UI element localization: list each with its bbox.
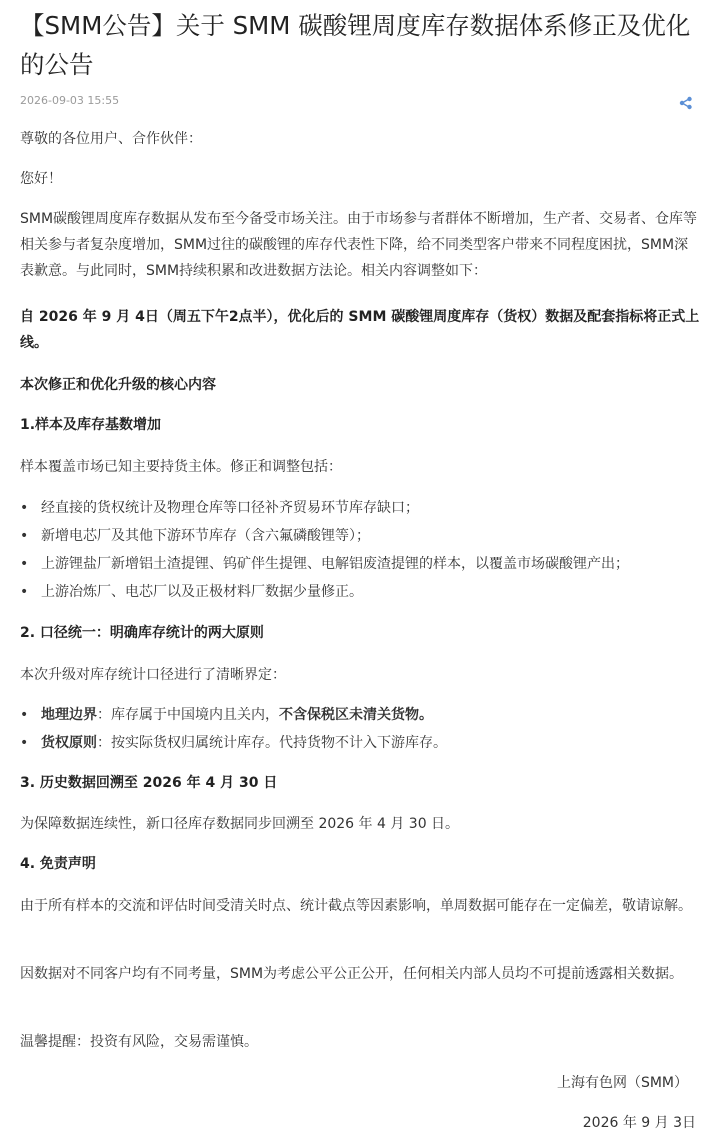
section-2-lead: 本次升级对库存统计口径进行了清晰界定： [20, 667, 286, 683]
list-item-text: 上游冶炼厂、电芯厂以及正极材料厂数据少量修正。 [41, 584, 363, 600]
bullet-dot: • [20, 707, 29, 723]
greeting: 尊敬的各位用户、合作伙伴： [20, 131, 202, 147]
publish-date: 2026-09-03 15:55 [20, 94, 120, 107]
share-icon[interactable] [679, 96, 693, 110]
principle-text: ：按实际货权归属统计库存。代持货物不计入下游库存。 [97, 735, 447, 751]
list-item-text: 新增电芯厂及其他下游环节库存（含六氟磷酸锂等）； [41, 528, 370, 544]
signature: 上海有色网（SMM） [556, 1075, 688, 1091]
core-heading: 本次修正和优化升级的核心内容 [20, 377, 216, 393]
section-1-lead: 样本覆盖市场已知主要持货主体。修正和调整包括： [20, 459, 342, 475]
signature-date: 2026 年 9 月 3日 [582, 1115, 696, 1131]
article-title: 【SMM公告】关于 SMM 碳酸锂周度库存数据体系修正及优化的公告 [20, 11, 691, 79]
bullet-dot: • [20, 584, 29, 600]
section-3-heading: 3. 历史数据回溯至 2026 年 4 月 30 日 [20, 775, 278, 791]
bullet-dot: • [20, 528, 29, 544]
section-1-heading: 1.样本及库存基数增加 [20, 417, 162, 433]
intro-paragraph: SMM碳酸锂周度库存数据从发布至今备受市场关注。由于市场参与者群体不断增加，生产者、交易者、仓库等相关参与者复杂度增加，SMM过往的碳酸锂的库存代表性下降，给不同类型客户带来不同程度困扰，SMM深表歉意。与此同时，SMM持续积累和改进数据方法论。相关内容调整如下： [20, 211, 698, 279]
principle-label: 货权原则 [41, 735, 97, 751]
risk-reminder: 温馨提醒：投资有风险，交易需谨慎。 [20, 1034, 258, 1050]
principle-bold: 不含保税区未清关货物。 [279, 707, 433, 723]
principle-text: ：库存属于中国境内且关内， [97, 707, 279, 723]
hello-line: 您好！ [20, 171, 62, 187]
list-item-text: 经直接的货权统计及物理仓库等口径补齐贸易环节库存缺口； [41, 500, 419, 516]
launch-notice: 自 2026 年 9 月 4日（周五下午2点半），优化后的 SMM 碳酸锂周度库存（货权）数据及配套指标将正式上线。 [20, 309, 700, 351]
disclaimer-paragraph-1: 由于所有样本的交流和评估时间受清关时点、统计截点等因素影响，单周数据可能存在一定偏差，敬请谅解。 [20, 898, 692, 914]
principle-label: 地理边界 [41, 707, 97, 723]
section-4-heading: 4. 免责声明 [20, 856, 96, 872]
list-item-text [41, 731, 447, 755]
bullet-dot: • [20, 735, 29, 751]
section-2-heading: 2. 口径统一：明确库存统计的两大原则 [20, 625, 264, 641]
section-3-text: 为保障数据连续性，新口径库存数据同步回溯至 2026 年 4 月 30 日。 [20, 816, 460, 832]
bullet-dot: • [20, 500, 29, 516]
list-item-text [41, 703, 433, 727]
list-item-text: 上游锂盐厂新增铝土渣提锂、钨矿伴生提锂、电解铝废渣提锂的样本，以覆盖市场碳酸锂产出； [41, 556, 629, 572]
bullet-dot: • [20, 556, 29, 572]
disclaimer-paragraph-2: 因数据对不同客户均有不同考量，SMM为考虑公平公正公开，任何相关内部人员均不可提前透露相关数据。 [20, 966, 684, 982]
